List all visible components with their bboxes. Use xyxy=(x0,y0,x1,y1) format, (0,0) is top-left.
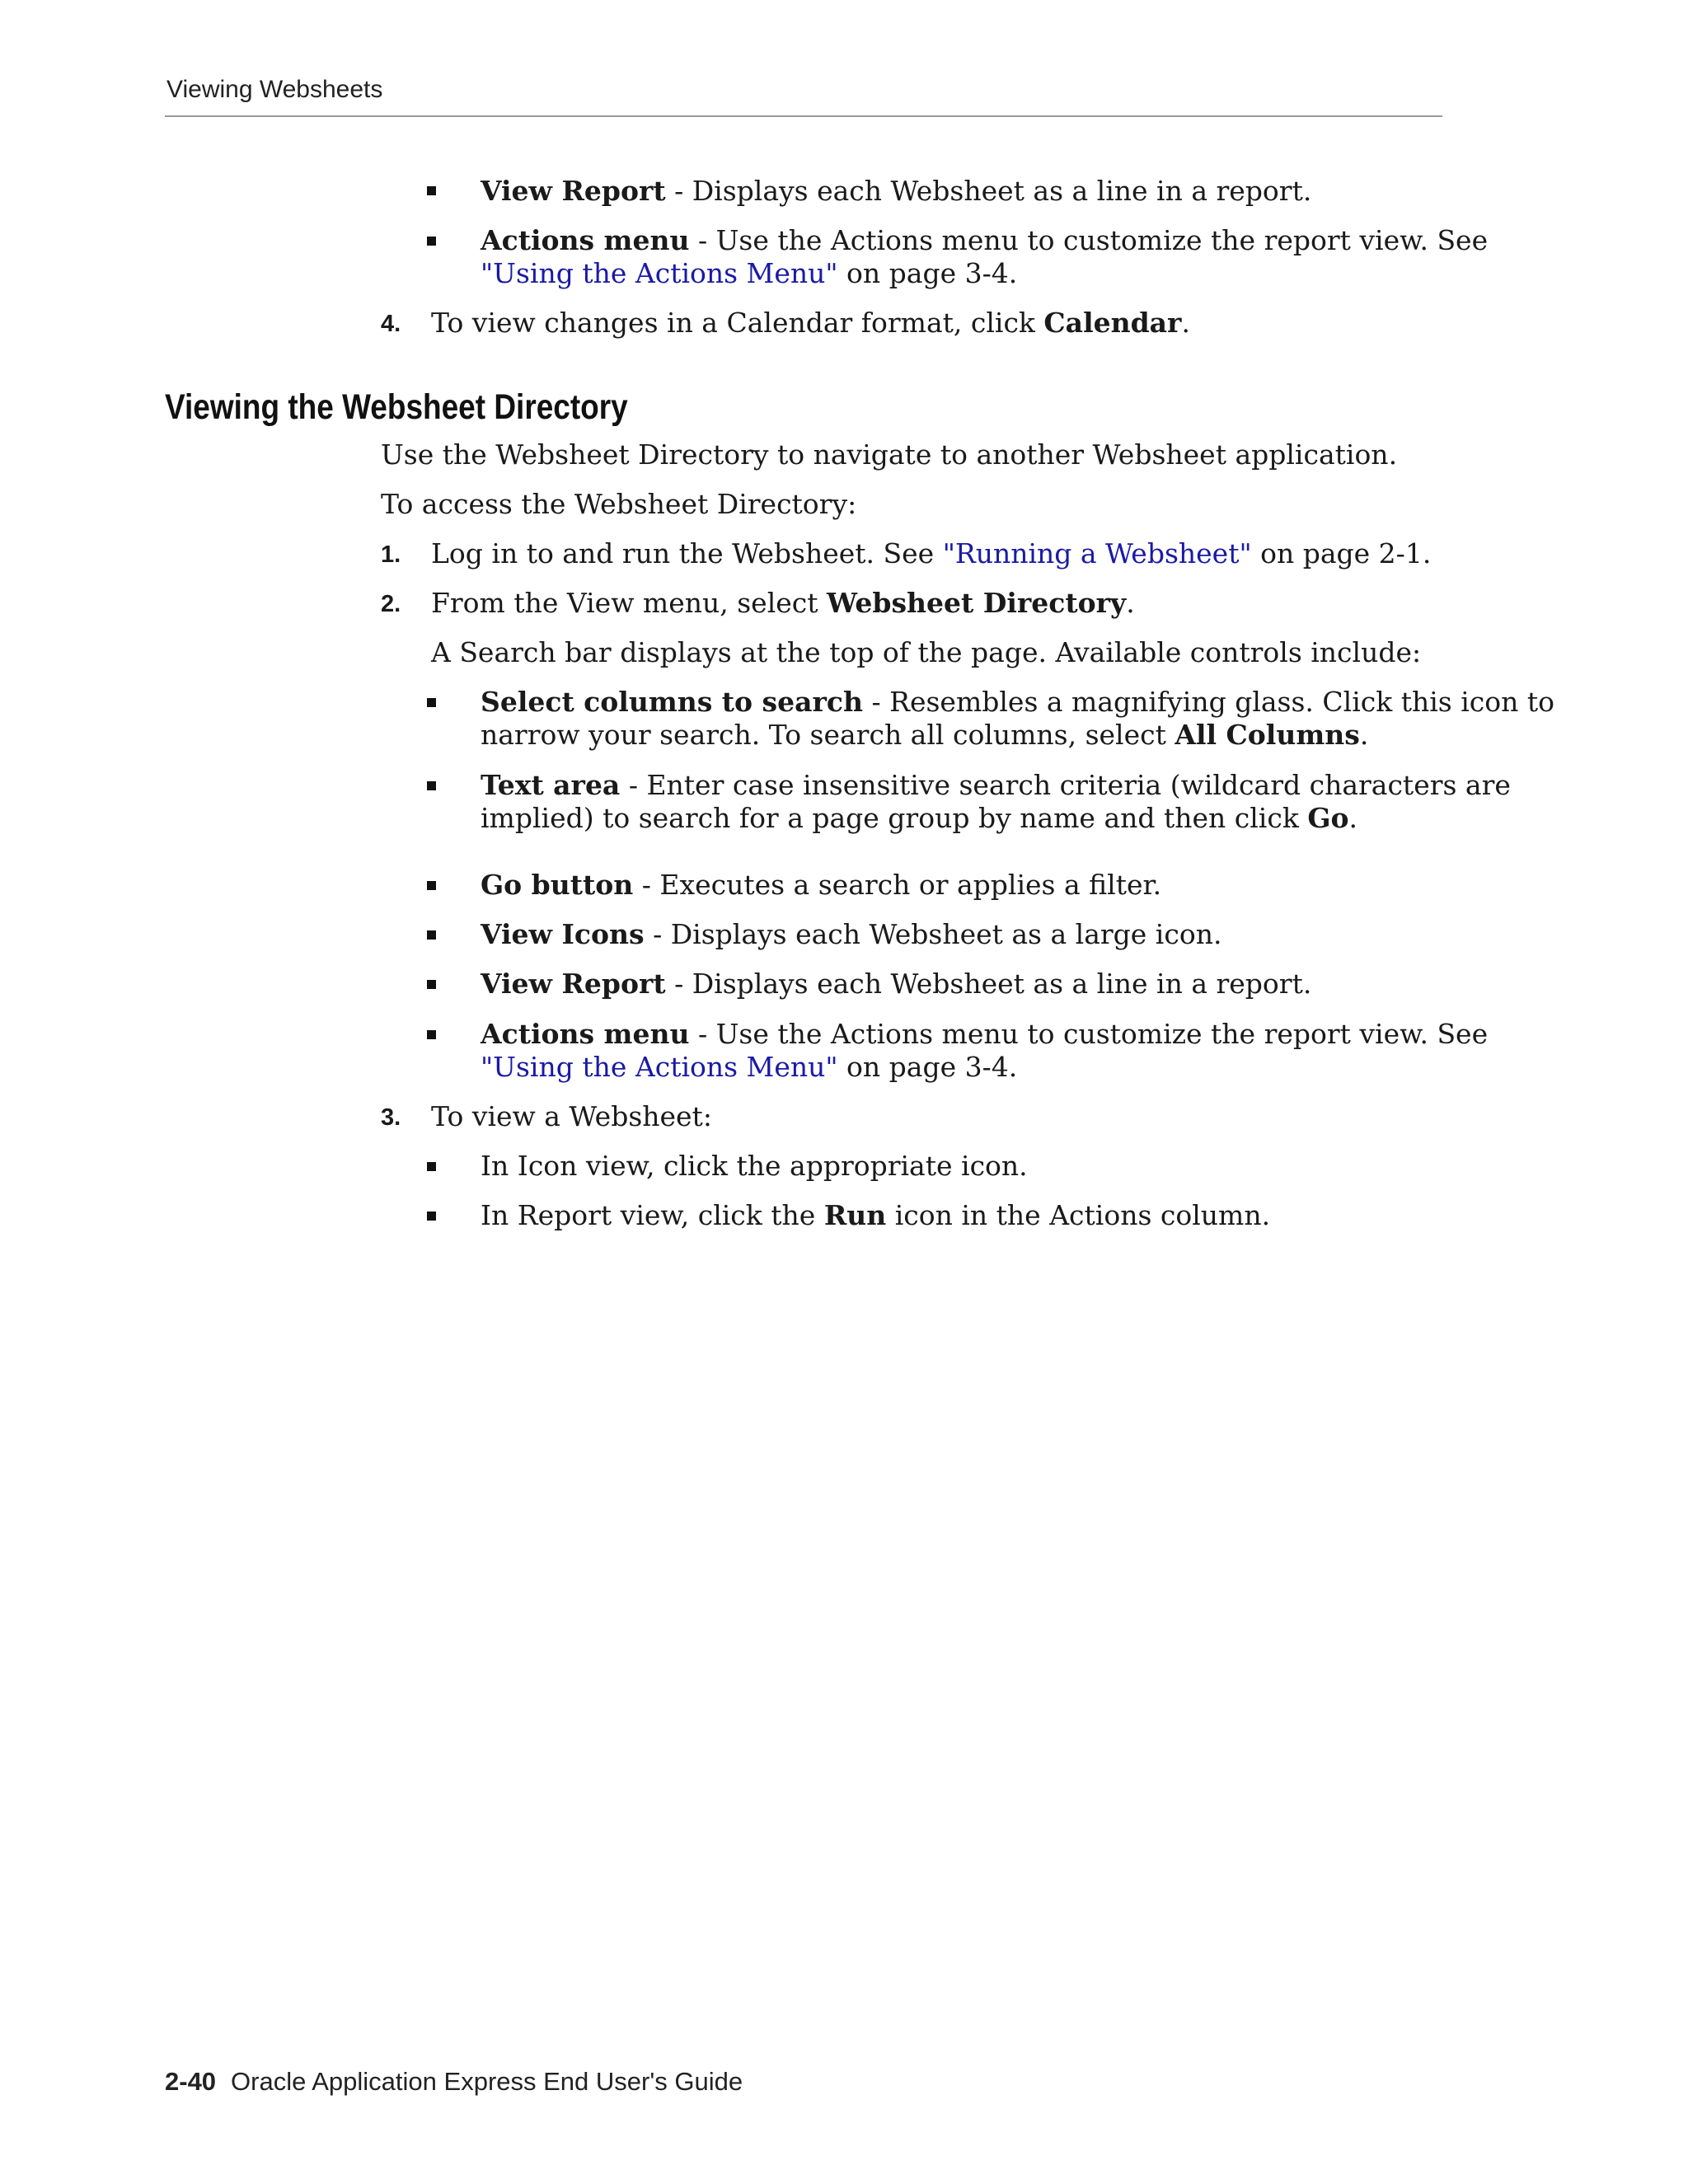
header-rule xyxy=(165,115,1442,117)
step-text: To view a Websheet: xyxy=(431,1100,712,1132)
list-item-continuation: narrow your search. To search all columns, select All Columns. xyxy=(481,719,1369,751)
list-item-continuation: implied) to search for a page group by name and then click Go. xyxy=(481,802,1358,834)
running-a-websheet-link[interactable]: "Running a Websheet" xyxy=(942,537,1252,569)
page-number: 2-40 xyxy=(165,2067,217,2096)
page-footer xyxy=(165,2067,743,2097)
bullet-icon xyxy=(427,781,436,790)
list-item: Actions menu - Use the Actions menu to customize the report view. See xyxy=(481,224,1489,256)
list-item-continuation: "Using the Actions Menu" on page 3-4. xyxy=(481,257,1018,289)
using-actions-menu-link[interactable]: "Using the Actions Menu" xyxy=(481,257,838,289)
step-number: 2. xyxy=(381,591,401,617)
bullet-icon xyxy=(427,1030,436,1039)
step-text: To view changes in a Calendar format, click Calendar. xyxy=(431,307,1190,339)
step-number: 3. xyxy=(381,1104,401,1131)
book-title: Oracle Application Express End User's Guide xyxy=(231,2067,743,2096)
list-item: View Report - Displays each Websheet as a line in a report. xyxy=(481,175,1312,207)
list-item: View Icons - Displays each Websheet as a large icon. xyxy=(481,918,1222,950)
step-text: Log in to and run the Websheet. See "Running a Websheet" on page 2-1. xyxy=(431,537,1432,569)
step-text: From the View menu, select Websheet Directory. xyxy=(431,587,1135,619)
bullet-icon xyxy=(427,930,436,940)
list-item: Actions menu - Use the Actions menu to customize the report view. See xyxy=(481,1018,1489,1050)
list-item-continuation: "Using the Actions Menu" on page 3-4. xyxy=(481,1051,1018,1083)
using-actions-menu-link[interactable]: "Using the Actions Menu" xyxy=(481,1051,838,1083)
list-item: In Report view, click the Run icon in the Actions column. xyxy=(481,1199,1271,1231)
list-item: In Icon view, click the appropriate icon. xyxy=(481,1150,1028,1182)
paragraph: A Search bar displays at the top of the page. Available controls include: xyxy=(431,636,1422,668)
step-number: 1. xyxy=(381,541,401,568)
bullet-icon xyxy=(427,186,436,195)
paragraph: Use the Websheet Directory to navigate to another Websheet application. xyxy=(381,438,1398,471)
list-item: Text area - Enter case insensitive search criteria (wildcard characters are xyxy=(481,769,1511,801)
bullet-icon xyxy=(427,881,436,890)
running-header: Viewing Websheets xyxy=(166,76,383,103)
bullet-icon xyxy=(427,1212,436,1221)
bullet-icon xyxy=(427,1162,436,1171)
list-item: View Report - Displays each Websheet as a line in a report. xyxy=(481,968,1312,1000)
item-label: View Report xyxy=(481,175,666,207)
item-label: Actions menu xyxy=(481,224,690,256)
step-number: 4. xyxy=(381,311,401,337)
list-item: Go button - Executes a search or applies a filter. xyxy=(481,869,1162,901)
paragraph: To access the Websheet Directory: xyxy=(381,488,857,520)
bullet-icon xyxy=(427,237,436,246)
bullet-icon xyxy=(427,980,436,989)
bullet-icon xyxy=(427,698,436,707)
list-item: Select columns to search - Resembles a magnifying glass. Click this icon to xyxy=(481,686,1555,718)
section-heading: Viewing the Websheet Directory xyxy=(165,387,628,427)
